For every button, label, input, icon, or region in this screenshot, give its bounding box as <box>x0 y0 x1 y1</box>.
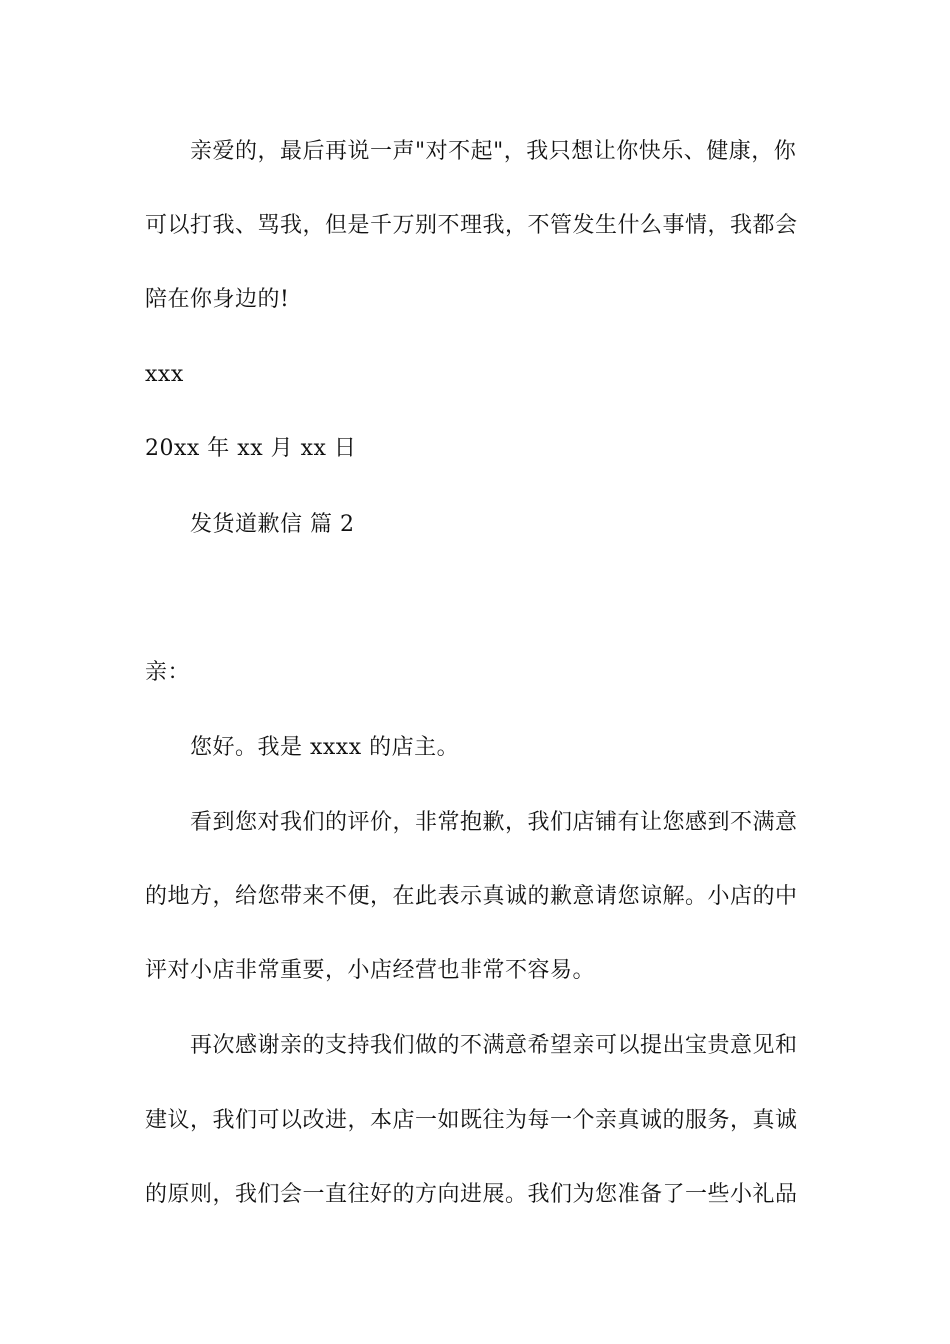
salutation: 亲： <box>145 660 191 685</box>
paragraph-line: 可以打我、骂我，但是千万别不理我，不管发生什么事情，我都会 <box>145 213 798 238</box>
paragraph-line: 亲爱的，最后再说一声"对不起"，我只想让你快乐、健康，你 <box>190 139 797 164</box>
paragraph-line: 的地方，给您带来不便，在此表示真诚的歉意请您谅解。小店的中 <box>145 884 798 909</box>
signature-name: xxx <box>145 362 184 387</box>
paragraph-line: 看到您对我们的评价，非常抱歉，我们店铺有让您感到不满意 <box>190 810 798 835</box>
section-title: 发货道歉信 篇 2 <box>190 512 355 537</box>
paragraph-line: 建议，我们可以改进，本店一如既往为每一个亲真诚的服务，真诚 <box>145 1108 798 1133</box>
signature-date: 20xx 年 xx 月 xx 日 <box>145 436 357 461</box>
paragraph-line: 您好。我是 xxxx 的店主。 <box>190 735 460 760</box>
paragraph-line: 评对小店非常重要，小店经营也非常不容易。 <box>145 958 596 983</box>
paragraph-line: 再次感谢亲的支持我们做的不满意希望亲可以提出宝贵意见和 <box>190 1033 798 1058</box>
paragraph-line: 的原则，我们会一直往好的方向进展。我们为您准备了一些小礼品 <box>145 1182 798 1207</box>
paragraph-line: 陪在你身边的! <box>145 287 290 312</box>
